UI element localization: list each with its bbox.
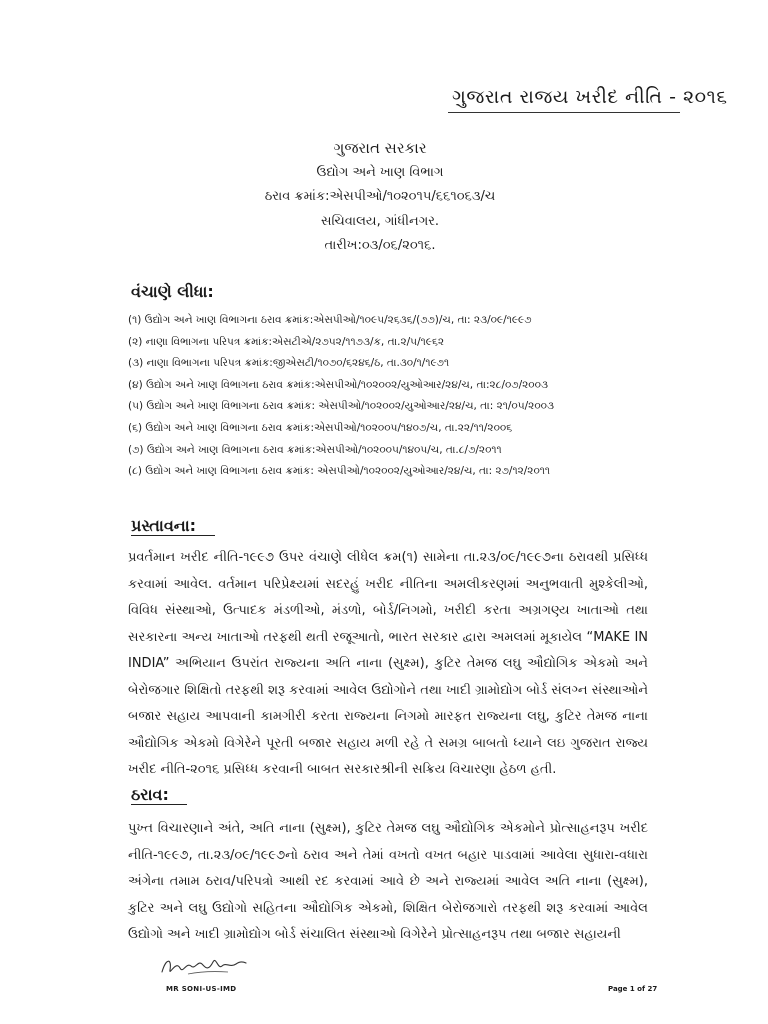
- resolution-place: સચિવાલય, ગાંધીનગર.: [320, 213, 440, 229]
- reference-item: (૩) નાણા વિભાગના પરિપત્ર ક્રમાંક:જીએસટી/૧૦૭૦/૬૨૪૬/ઠ, તા.૩૦/૧/૧૯૭૧: [128, 357, 450, 370]
- reference-item: (૪) ઉદ્યોગ અને ખાણ વિભાગના ઠરાવ ક્રમાંક:એસપીઓ/૧૦૨૦૦૨/યુઓઆર/૨૪/ચ, તા:૨૮/૦૭/૨૦૦૩: [128, 378, 548, 391]
- resolution-heading-underline: [131, 804, 187, 805]
- resolution-heading: ઠરાવ:: [131, 785, 169, 804]
- title-underline: [448, 112, 680, 113]
- preamble-heading-underline: [131, 535, 215, 536]
- references-heading: વંચાણે લીધા:: [131, 282, 214, 301]
- reference-item: (૨) નાણા વિભાગના પરિપત્ર ક્રમાંક:એસટીએ/૨૭૫૨/૧૧૭૩/ક, તા.૨/૫/૧૯૬૨: [128, 335, 445, 348]
- references-list: [128, 310, 648, 483]
- preamble-paragraph: પ્રવર્તમાન ખરીદ નીતિ-૧૯૯૭ ઉપર વંચાણે લીધેલ ક્રમ(૧) સામેના તા.૨૩/૦૯/૧૯૯૭ના ઠરાવથી પ્રસિધ્ધ કરવામાં આવેલ. વર્તમાન પરિપ્રેક્ષ્યમાં સદરહું ખરીદ નીતિના અમલીકરણમાં અનુભવાતી મુશ્કેલીઓ, વિવિધ સંસ્થાઓ, ઉત્પાદક મંડળીઓ, મંડળો, બોર્ડ/નિગમો, ખરીદી કરતા અગ્રગણ્ય ખાતાઓ તથા સરકારના અન્ય ખાતાઓ તરફથી થતી રજૂઆતો, ભારત સરકાર દ્વારા અમલમાં મૂકાયેલ “MAKE IN INDIA” અભિયાન ઉપરાંત રાજ્યના અતિ નાના (સુક્ષ્મ), કુટિર તેમજ લઘુ ઔદ્યોગિક એકમો અને બેરોજગાર શિક્ષિતો તરફથી શરૂ કરવામાં આવેલ ઉદ્યોગોને તથા ખાદી ગ્રામોદ્યોગ બોર્ડ સંલગ્ન સંસ્થાઓને બજાર સહાય આપવાની કામગીરી કરતા રાજ્યના નિગમો મારફત રાજ્યના લઘુ, કુટિર તેમજ નાના ઔદ્યોગિક એકમો વિગેરેને પૂરતી બજાર સહાય મળી રહે તે સમગ્ર બાબતો ધ્યાને લઇ ગુજરાત રાજ્ય ખરીદ નીતિ-૨૦૧૬ પ્રસિધ્ધ કરવાની બાબત સરકારશ્રીની સક્રિય વિચારણા હેઠળ હતી.: [128, 550, 649, 777]
- reference-item: (૧) ઉદ્યોગ અને ખાણ વિભાગના ઠરાવ ક્રમાંક:એસપીઓ/૧૦૯૫/૨૬૩૬/(૭૭)/ચ, તા: ૨૩/૦૯/૧૯૯૭: [128, 314, 532, 326]
- footer-author: MR SONI-US-IMD: [166, 985, 237, 993]
- government-name: ગુજરાત સરકાર: [333, 139, 427, 157]
- footer-page-number: Page 1 of 27: [608, 985, 658, 993]
- reference-item: (૬) ઉદ્યોગ અને ખાણ વિભાગના ઠરાવ ક્રમાંક:એસપીઓ/૧૦૨૦૦૫/૧૪૦૭/ચ, તા.૨૨/૧૧/૨૦૦૬: [128, 421, 513, 434]
- resolution-header: [230, 136, 530, 259]
- resolution-date: તારીખ:૦૩/૦૬/૨૦૧૬.: [324, 238, 436, 253]
- department-name: ઉદ્યોગ અને ખાણ વિભાગ: [316, 164, 444, 180]
- reference-item: (૫) ઉદ્યોગ અને ખાણ વિભાગના ઠરાવ ક્રમાંક: એસપીઓ/૧૦૨૦૦૨/યુઓઆર/૨૪/ચ, તા: ૨૧/૦૫/૨૦૦૩: [128, 400, 554, 413]
- reference-item: (૮) ઉદ્યોગ અને ખાણ વિભાગના ઠરાવ ક્રમાંક: એસપીઓ/૧૦૨૦૦૨/યુઓઆર/૨૪/ચ, તા: ૨૭/૧૨/૨૦૧૧: [128, 465, 551, 478]
- resolution-number: ઠરાવ ક્રમાંક:એસપીઓ/૧૦૨૦૧૫/૬૬૧૦૬૩/ચ: [264, 189, 496, 204]
- reference-item: (૭) ઉદ્યોગ અને ખાણ વિભાગના ઠરાવ ક્રમાંક:એસપીઓ/૧૦૨૦૦૫/૧૪૦૫/ચ, તા.૮/૭/૨૦૧૧: [128, 443, 502, 456]
- signature-icon: [158, 950, 248, 984]
- preamble-heading: પ્રસ્તાવના:: [131, 516, 197, 535]
- resolution-paragraph: પુખ્ત વિચારણાને અંતે, અતિ નાના (સુક્ષ્મ), કુટિર તેમજ લઘુ ઔદ્યોગિક એકમોને પ્રોત્સાહનરૂપ ખરીદ નીતિ-૧૯૯૭, તા.૨૩/૦૯/૧૯૯૭નો ઠરાવ અને તેમાં વખતો વખત બહાર પાડવામાં આવેલા સુધારા-વધારા અંગેના તમામ ઠરાવ/પરિપત્રો આથી રદ કરવામાં આવે છે અને રાજ્યમાં આવેલ અતિ નાના (સુક્ષ્મ), કુટિર અને લઘુ ઉદ્યોગો સહિતના ઔદ્યોગિક એકમો, શિક્ષિત બેરોજગારો તરફથી શરૂ કરવામાં આવેલ ઉદ્યોગો અને ખાદી ગ્રામોદ્યોગ બોર્ડ સંચાલિત સંસ્થાઓ વિગેરેને પ્રોત્સાહનરૂપ તથા બજાર સહાયની: [128, 821, 648, 942]
- document-title: ગુજરાત રાજય ખરીદ નીતિ - ૨૦૧૬: [452, 86, 728, 108]
